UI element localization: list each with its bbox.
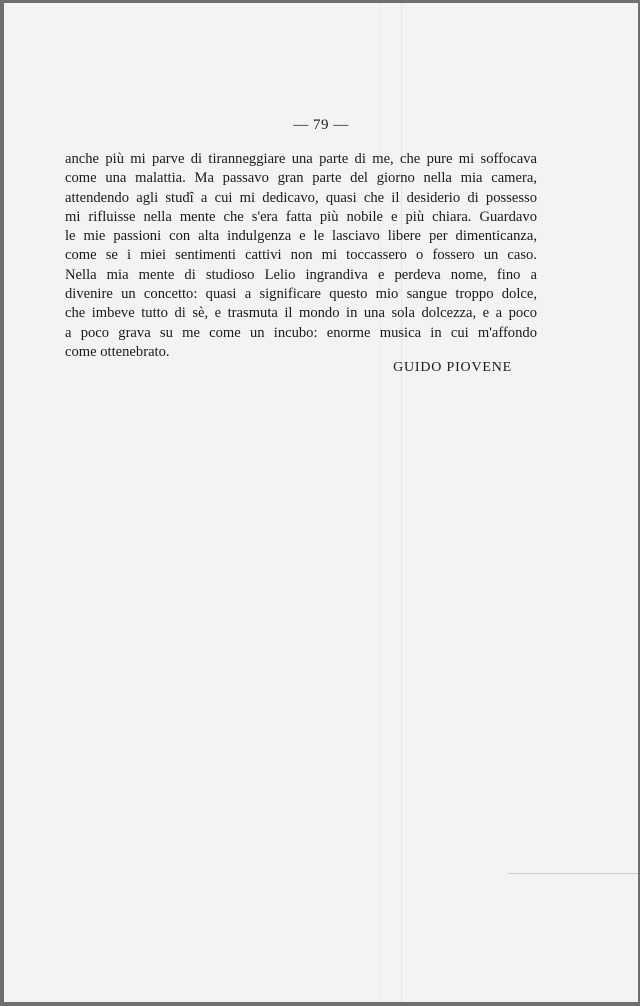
- scanned-page: [4, 3, 638, 1002]
- text-line: come una malattia. Ma passavo gran parte del giorno nella mia camera,: [65, 170, 537, 187]
- text-line: anche più mi parve di tiranneggiare una parte di me, che pure mi soffocava: [65, 151, 537, 167]
- text-line: le mie passioni con alta indulgenza e le lasciavo libere per dimenticanza,: [65, 228, 537, 245]
- text-line: a poco grava su me come un incubo: enorme musica in cui m'affondo: [65, 324, 537, 341]
- text-line: Nella mia mente di studioso Lelio ingrandiva e perdeva nome, fino a: [65, 266, 537, 283]
- text-line: come se i miei sentimenti cattivi non mi toccassero o fossero un caso.: [65, 247, 537, 264]
- text-line: mi rifluisse nella mente che s'era fatta più nobile e più chiara. Guardavo: [65, 208, 537, 225]
- author-signature: GUIDO PIOVENE: [393, 360, 512, 375]
- text-line: attendendo agli studî a cui mi dedicavo, quasi che il desiderio di possesso: [65, 189, 537, 206]
- page-number: — 79 —: [293, 117, 349, 133]
- scan-mark: [508, 873, 638, 874]
- text-line: che imbeve tutto di sè, e trasmuta il mondo in una sola dolcezza, e a poco: [65, 305, 537, 322]
- text-line: come ottenebrato.: [65, 343, 170, 360]
- body-paragraph: [65, 150, 537, 362]
- text-line: divenire un concetto: quasi a significare questo mio sangue troppo dolce,: [65, 286, 537, 303]
